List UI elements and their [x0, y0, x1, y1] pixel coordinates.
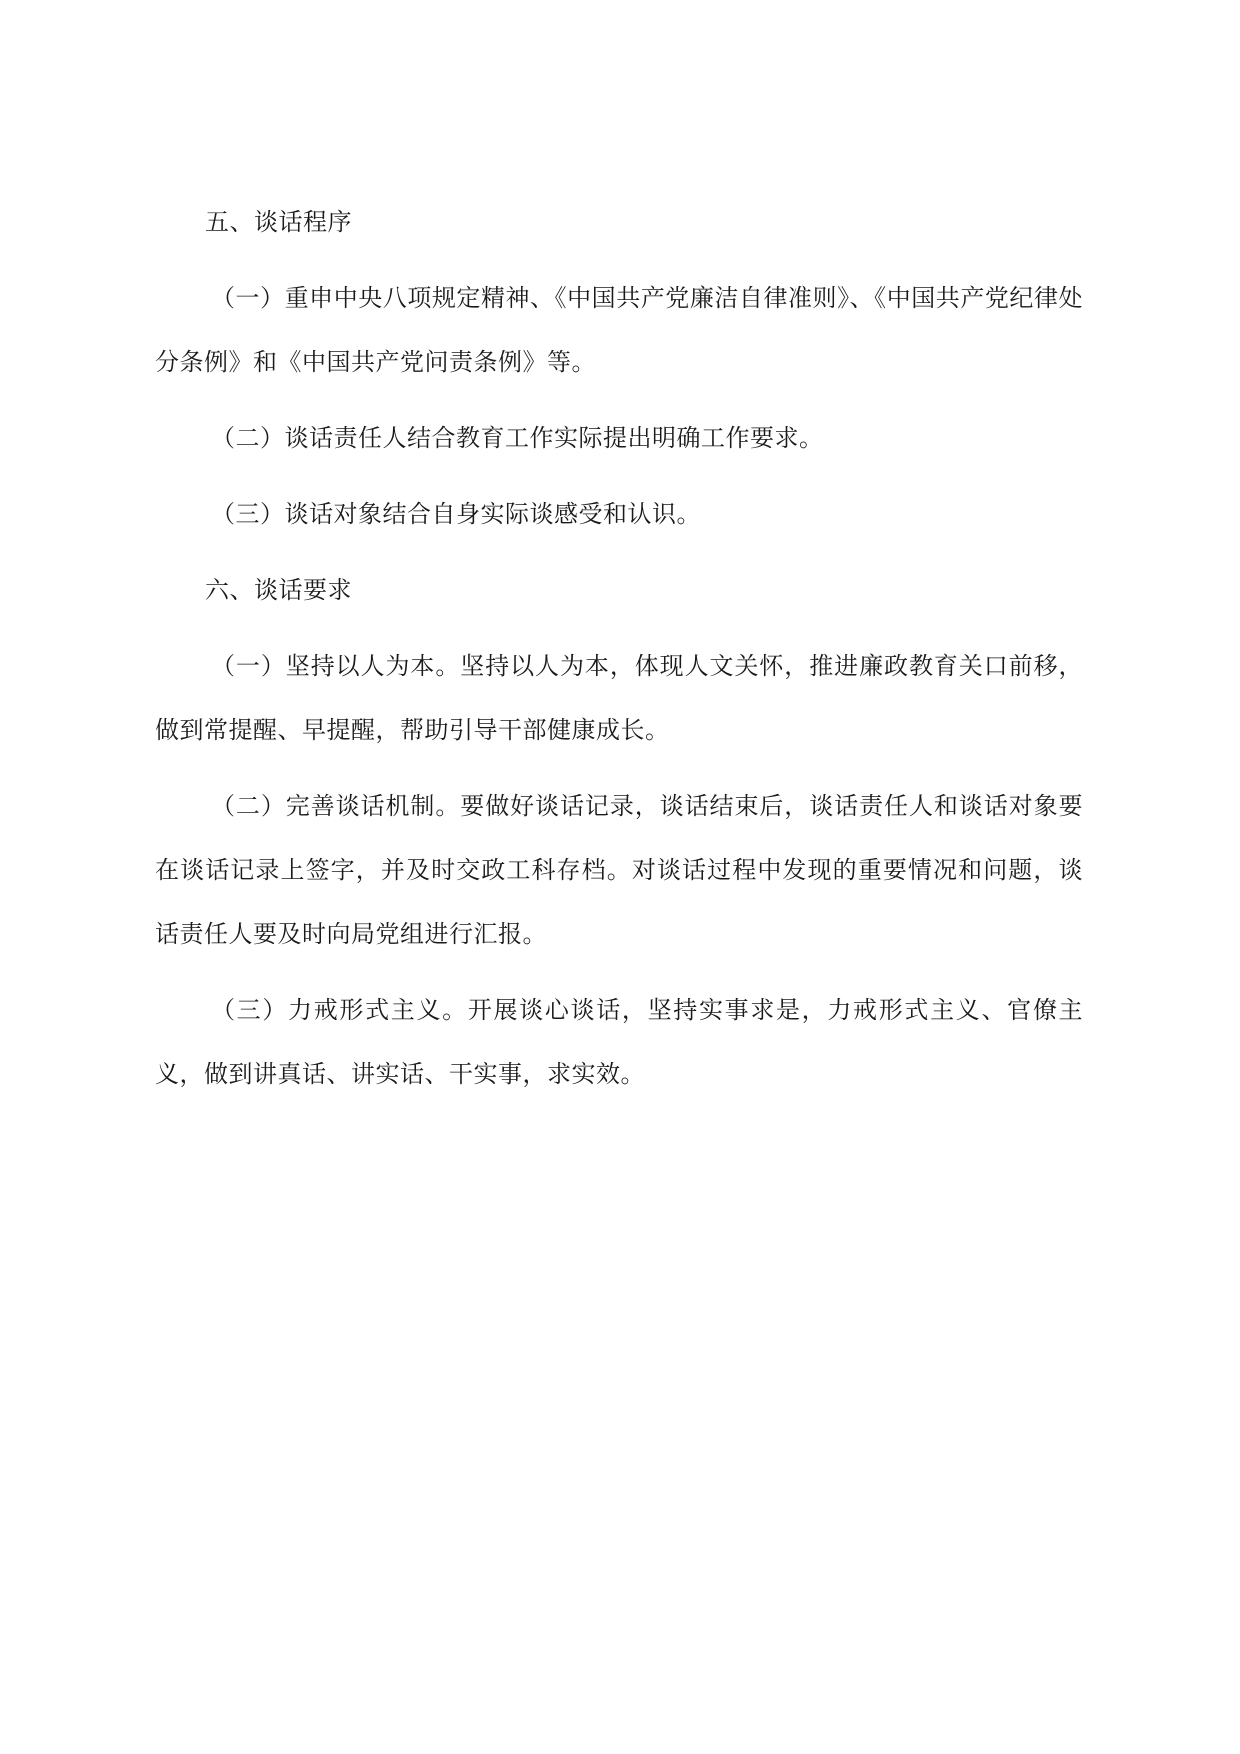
requirement-item-2: （二）完善谈话机制。要做好谈话记录，谈话结束后，谈话责任人和谈话对象要在谈话记录上签字，并及时交政工科存档。对谈话过程中发现的重要情况和问题，谈话责任人要及时向局党组进行汇报。 [155, 792, 1083, 948]
section-heading-requirements: 六、谈话要求 [205, 576, 352, 604]
procedure-item-1: （一）重申中央八项规定精神、《中国共产党廉洁自律准则》、《中国共产党纪律处分条例》和《中国共产党问责条例》等。 [155, 284, 1083, 376]
procedure-item-2: （二）谈话责任人结合教育工作实际提出明确工作要求。 [211, 424, 824, 452]
document-body [155, 190, 1083, 1118]
procedure-item-3: （三）谈话对象结合自身实际谈感受和认识。 [211, 500, 701, 528]
requirement-item-3: （三）力戒形式主义。开展谈心谈话，坚持实事求是，力戒形式主义、官僚主义，做到讲真话、讲实话、干实事，求实效。 [155, 996, 1083, 1088]
requirement-item-1: （一）坚持以人为本。坚持以人为本，体现人文关怀，推进廉政教育关口前移，做到常提醒、早提醒，帮助引导干部健康成长。 [155, 652, 1083, 744]
section-heading-procedure: 五、谈话程序 [205, 208, 352, 236]
